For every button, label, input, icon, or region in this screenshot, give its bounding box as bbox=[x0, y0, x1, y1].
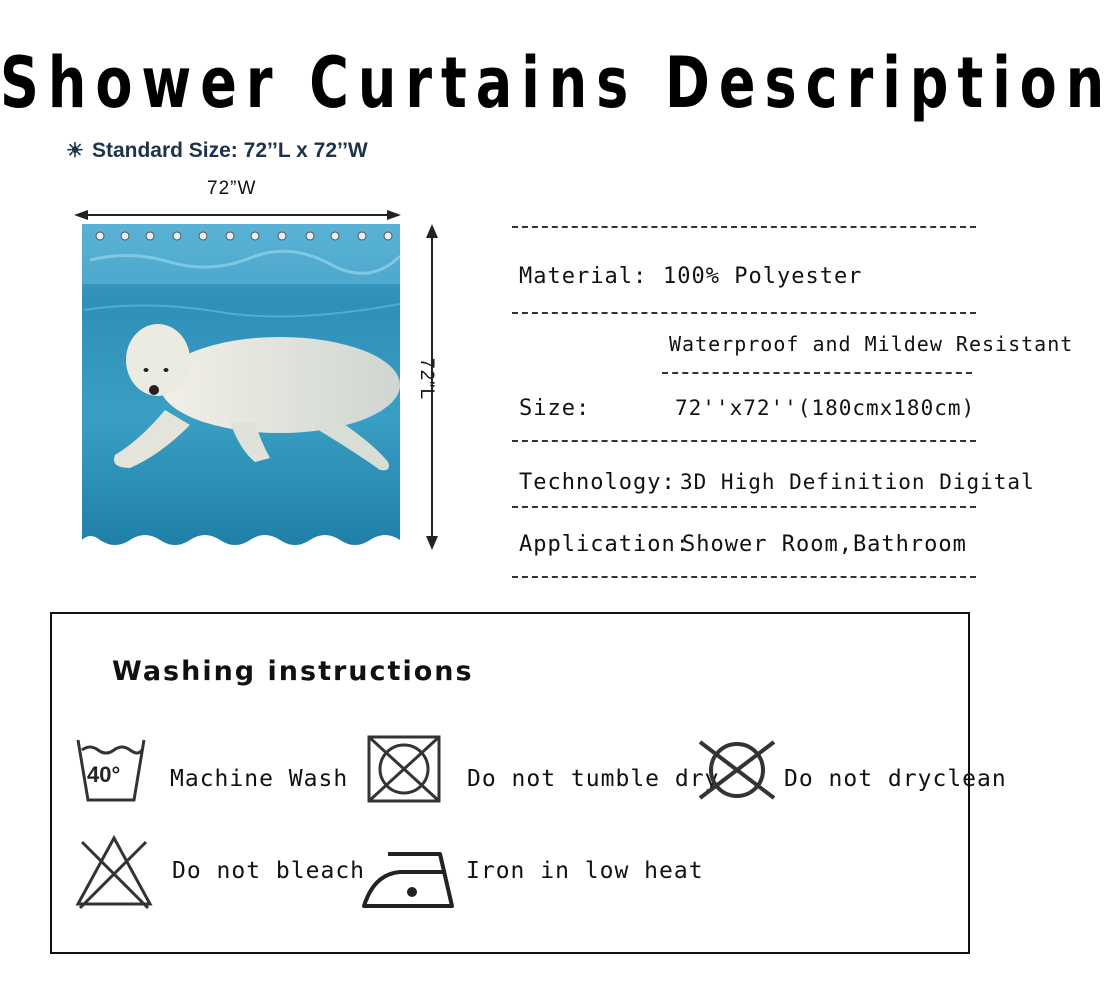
technology-label: Technology: bbox=[519, 470, 676, 495]
iron-low-heat-icon bbox=[360, 848, 458, 912]
size-value: 72''x72''(180cmx180cm) bbox=[675, 396, 976, 420]
standard-size-text: Standard Size: 72’’L x 72’’W bbox=[91, 139, 368, 162]
no-tumble-dry-label: Do not tumble dry bbox=[467, 766, 720, 792]
width-arrow bbox=[74, 210, 401, 220]
divider bbox=[512, 226, 976, 228]
size-label: Size: bbox=[519, 396, 591, 421]
length-arrow bbox=[426, 224, 438, 550]
width-label: 72”W bbox=[207, 178, 257, 199]
page-title: Shower Curtains Description bbox=[0, 42, 1113, 125]
application-label: Application: bbox=[519, 532, 690, 557]
no-dryclean-icon bbox=[694, 738, 780, 802]
divider bbox=[662, 372, 972, 374]
no-dryclean-label: Do not dryclean bbox=[784, 766, 1007, 792]
material-value: 100% Polyester bbox=[663, 264, 863, 289]
no-bleach-label: Do not bleach bbox=[172, 858, 366, 884]
feature-note: Waterproof and Mildew Resistant bbox=[669, 332, 1074, 356]
washing-title: Washing instructions bbox=[112, 656, 474, 687]
material-label: Material: bbox=[519, 264, 648, 289]
divider bbox=[512, 440, 976, 442]
curtain-image bbox=[82, 224, 400, 545]
application-value: Shower Room,Bathroom bbox=[682, 532, 967, 557]
wash-temperature: 40° bbox=[87, 762, 121, 787]
sun-icon: ☀ bbox=[66, 140, 84, 162]
machine-wash-label: Machine Wash bbox=[170, 766, 349, 792]
curtain-diagram bbox=[70, 200, 480, 560]
divider bbox=[512, 576, 976, 578]
length-label: 72”L bbox=[416, 358, 437, 401]
technology-value: 3D High Definition Digital bbox=[680, 470, 1035, 494]
no-bleach-icon bbox=[74, 834, 154, 910]
iron-low-heat-label: Iron in low heat bbox=[466, 858, 704, 884]
divider bbox=[512, 312, 976, 314]
no-tumble-dry-icon bbox=[366, 734, 442, 804]
standard-size-line bbox=[66, 138, 368, 163]
divider bbox=[512, 506, 976, 508]
